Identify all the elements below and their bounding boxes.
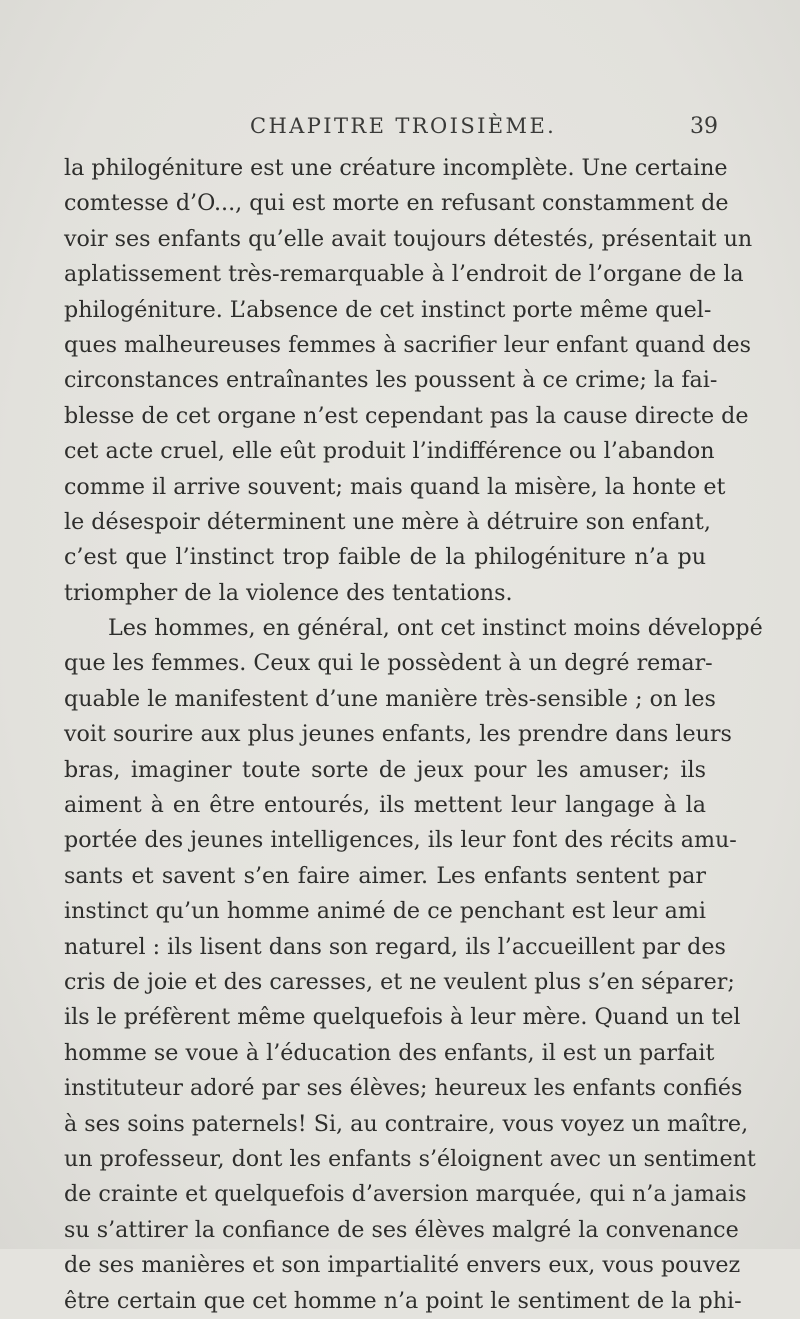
text-line: circonstances entraînantes les poussent à ce crime; la fai-	[64, 367, 718, 394]
text-line: un professeur, dont les enfants s’éloignent avec un sentiment	[64, 1145, 756, 1172]
text-line: triompher de la violence des tentations.	[64, 579, 513, 606]
text-line: ques malheureuses femmes à sacrifier leur enfant quand des	[64, 331, 751, 358]
text-line: de ses manières et son impartialité envers eux, vous pouvez	[64, 1252, 741, 1279]
text-line: naturel : ils lisent dans son regard, ils l’accueillent par des	[64, 933, 726, 960]
text-line: philogéniture. L’absence de cet instinct porte même quel-	[64, 296, 712, 323]
text-line: voir ses enfants qu’elle avait toujours détestés, présentait un	[64, 225, 753, 252]
text-line: comtesse d’O..., qui est morte en refusant constamment de	[64, 190, 729, 217]
page-number: 39	[690, 114, 718, 139]
text-line: voit sourire aux plus jeunes enfants, les prendre dans leurs	[64, 721, 732, 748]
text-line: su s’attirer la confiance de ses élèves malgré la convenance	[64, 1216, 739, 1243]
text-line: ils le préfèrent même quelquefois à leur mère. Quand un tel	[64, 1004, 741, 1031]
text-line: être certain que cet homme n’a point le sentiment de la phi-	[64, 1287, 742, 1314]
paragraph-2	[64, 611, 763, 1319]
text-line: à ses soins paternels! Si, au contraire, vous voyez un maître,	[64, 1110, 749, 1137]
text-line: la philogéniture est une créature incomplète. Une certaine	[64, 155, 728, 181]
text-line: comme il arrive souvent; mais quand la misère, la honte et	[64, 473, 726, 500]
text-line: que les femmes. Ceux qui le possèdent à un degré remar-	[64, 650, 713, 677]
text-line: aplatissement très-remarquable à l’endroit de l’organe de la	[64, 261, 744, 288]
text-line: quable le manifestent d’une manière très-sensible ; on les	[64, 685, 716, 712]
text-line: Les hommes, en général, ont cet instinct moins développé	[108, 615, 763, 642]
text-line: portée des jeunes intelligences, ils leur font des récits amu-	[64, 827, 737, 854]
text-line: cet acte cruel, elle eût produit l’indifférence ou l’abandon	[64, 438, 715, 465]
running-head	[120, 114, 720, 148]
text-line: bras, imaginer toute sorte de jeux pour les amuser; ils	[64, 756, 706, 783]
text-line: blesse de cet organe n’est cependant pas la cause directe de	[64, 402, 749, 429]
paragraph-1	[64, 151, 753, 611]
text-line: c’est que l’instinct trop faible de la philogéniture n’a pu	[64, 544, 706, 571]
text-line: de crainte et quelquefois d’aversion marquée, qui n’a jamais	[64, 1181, 747, 1208]
chapter-title: CHAPITRE TROISIÈME.	[250, 114, 557, 138]
text-line: instituteur adoré par ses élèves; heureux les enfants confiés	[64, 1075, 743, 1102]
text-line: instinct qu’un homme animé de ce penchant est leur ami	[64, 898, 706, 925]
text-line: sants et savent s’en faire aimer. Les enfants sentent par	[64, 862, 706, 889]
text-line: aiment à en être entourés, ils mettent leur langage à la	[64, 792, 706, 819]
text-line: homme se voue à l’éducation des enfants, il est un parfait	[64, 1039, 715, 1066]
body-text	[64, 151, 763, 1319]
text-line: le désespoir déterminent une mère à détruire son enfant,	[64, 508, 711, 535]
text-line: cris de joie et des caresses, et ne veulent plus s’en séparer;	[64, 968, 735, 995]
